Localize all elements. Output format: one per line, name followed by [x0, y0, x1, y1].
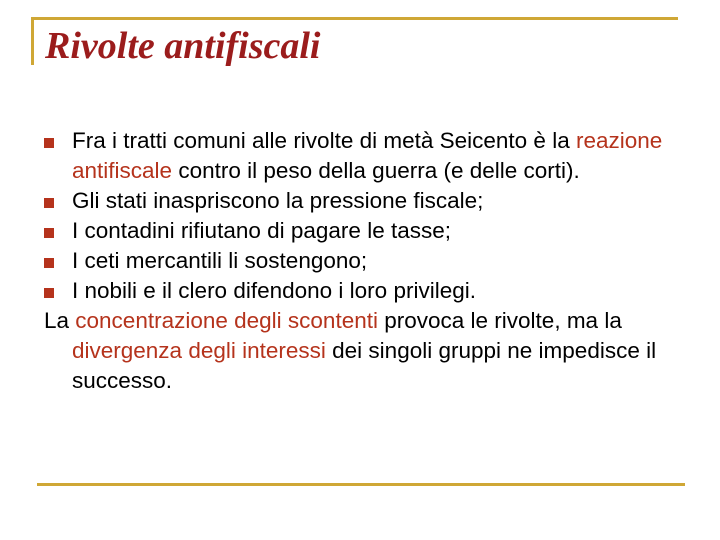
- highlight-text: divergenza degli interessi: [72, 338, 326, 363]
- square-bullet-icon: [44, 138, 54, 148]
- bullet-text: I nobili e il clero difendono i loro privilegi.: [72, 278, 476, 303]
- frame-bottom-rule: [37, 483, 685, 486]
- highlight-text: concentrazione degli scontenti: [75, 308, 378, 333]
- bullet-text: I contadini rifiutano di pagare le tasse;: [72, 218, 451, 243]
- highlight-text: reazione antifiscale: [72, 128, 663, 183]
- frame-left-rule: [31, 17, 34, 65]
- bullet-text: I ceti mercantili li sostengono;: [72, 248, 368, 273]
- frame-top-rule: [31, 17, 678, 20]
- square-bullet-icon: [44, 228, 54, 238]
- bullet-text: Gli stati inaspriscono la pressione fiscale;: [72, 188, 484, 213]
- square-bullet-icon: [44, 258, 54, 268]
- square-bullet-icon: [44, 288, 54, 298]
- square-bullet-icon: [44, 198, 54, 208]
- bullet-item: [44, 246, 690, 276]
- slide-body: [44, 126, 690, 396]
- bullet-text: Fra i tratti comuni alle rivolte di metà Seicento è la reazione antifiscale contro il peso della guerra (e delle corti).: [72, 128, 663, 183]
- bullet-item: [44, 186, 690, 216]
- closing-paragraph: La concentrazione degli scontenti provoca le rivolte, ma la divergenza degli interessi dei singoli gruppi ne impedisce il successo.: [44, 308, 657, 393]
- slide-title: Rivolte antifiscali: [45, 25, 321, 67]
- bullet-item: [44, 276, 690, 306]
- bullet-item: [44, 126, 690, 186]
- bullet-item: [44, 216, 690, 246]
